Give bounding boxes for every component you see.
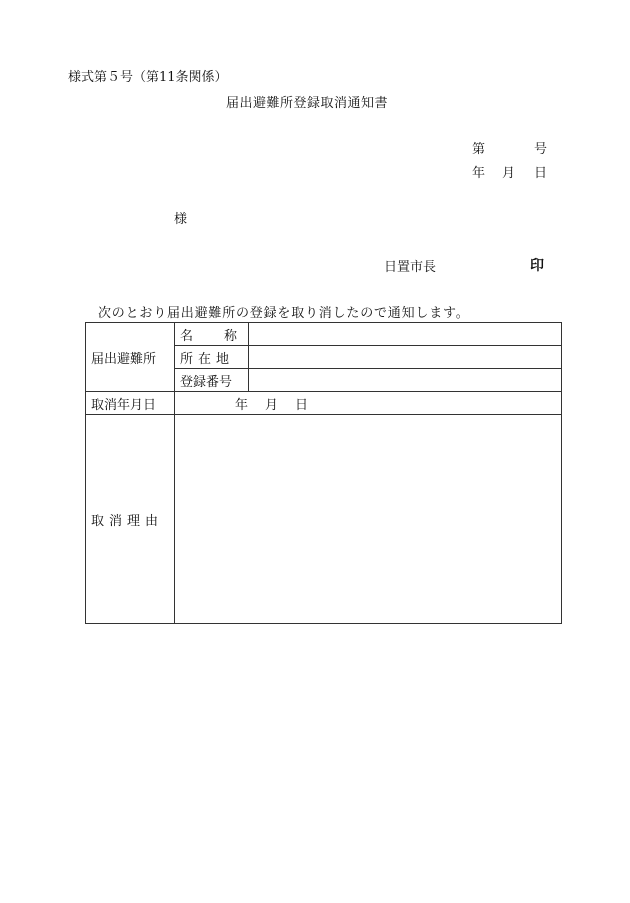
- reason-label-cell: [86, 415, 175, 624]
- seal-mark: 印: [530, 258, 544, 274]
- cancel-date-label-cell: [86, 392, 175, 415]
- location-label-cell: [175, 346, 249, 369]
- registration-value-cell[interactable]: [249, 369, 562, 392]
- location-value-cell[interactable]: [249, 346, 562, 369]
- registration-number-label: 登録番号: [180, 374, 233, 390]
- document-title: 届出避難所登録取消通知書: [226, 96, 389, 111]
- notice-body-text: 次のとおり届出避難所の登録を取り消したので通知します。: [98, 306, 470, 321]
- sender-name: 日置市長: [384, 260, 437, 275]
- name-label-part1: 名: [180, 328, 194, 344]
- cancel-date-label: 取消年月日: [91, 397, 157, 413]
- name-label-cell: [175, 323, 249, 346]
- cancel-reason-value-cell[interactable]: [175, 415, 562, 624]
- registration-label-cell: [175, 369, 249, 392]
- name-value-cell[interactable]: [249, 323, 562, 346]
- cancel-date-year-label: 年: [235, 397, 249, 413]
- date-year-label: 年: [472, 166, 486, 181]
- cancel-reason-label: 取消理由: [91, 513, 164, 529]
- cancel-date-month-label: 月: [265, 397, 279, 413]
- cancel-date-value-cell[interactable]: [175, 392, 562, 415]
- addressee-honorific: 様: [174, 212, 188, 227]
- location-label: 所在地: [180, 351, 235, 367]
- number-prefix: 第: [472, 142, 486, 157]
- cancel-date-day-label: 日: [295, 397, 309, 413]
- number-suffix: 号: [534, 142, 548, 157]
- table-row: [86, 415, 562, 624]
- cancellation-form-table: [85, 322, 562, 624]
- form-number-label: 様式第５号（第11条関係）: [68, 70, 228, 85]
- table-row: [86, 392, 562, 415]
- table-row: [86, 323, 562, 346]
- date-month-label: 月: [502, 166, 516, 181]
- name-label-part2: 称: [224, 328, 238, 344]
- date-day-label: 日: [534, 166, 548, 181]
- shelter-label-cell: [86, 323, 175, 392]
- shelter-label: 届出避難所: [91, 351, 157, 367]
